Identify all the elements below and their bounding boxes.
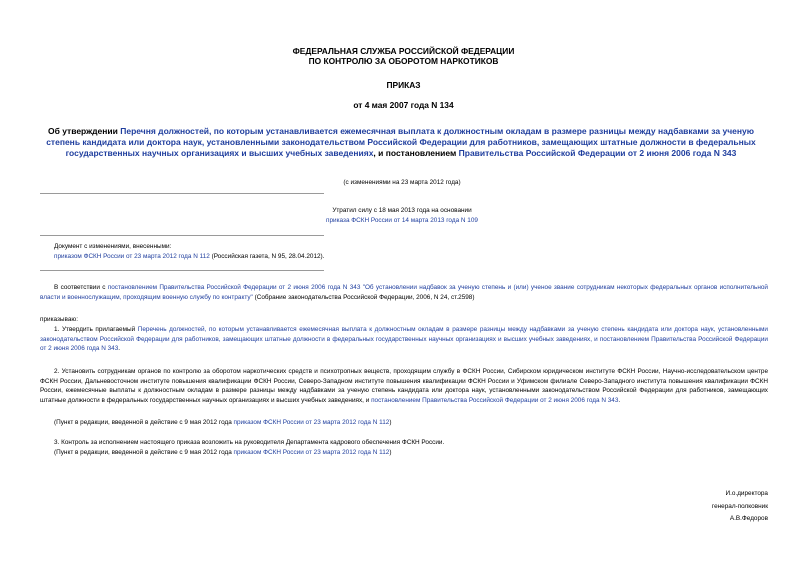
doc-type: ПРИКАЗ (386, 80, 421, 90)
amendments-note: (с изменениями на 23 марта 2012 года) (343, 179, 461, 186)
item-3-note-text: (Пункт в редакции, введенной в действие с 9 мая 2012 года (54, 449, 234, 456)
item-1-paragraph (40, 325, 768, 354)
item-3-note-link[interactable]: приказом ФСКН России от 23 марта 2012 года N 112 (233, 449, 390, 456)
item-2-note-text: (Пункт в редакции, введенной в действие с 9 мая 2012 года (54, 419, 234, 426)
title-middle: , и постановлением (373, 148, 459, 159)
document-header (0, 46, 807, 66)
repeal-text: Утратил силу с 18 мая 2013 года на основании (332, 207, 472, 214)
item-2-text2: . (618, 396, 621, 404)
preamble-text2: (Собрание законодательства Российской Федерации, 2006, N 24, ст.2598) (252, 293, 475, 301)
item-2-link[interactable]: постановлением Правительства Российской Федерации от 2 июня 2006 года N 343 (371, 396, 619, 404)
item-1-text1: 1. Утвердить прилагаемый (54, 326, 138, 333)
org-name-line2: ПО КОНТРОЛЮ ЗА ОБОРОТОМ НАРКОТИКОВ (308, 56, 499, 66)
item-3-note-end: ) (389, 449, 392, 456)
repeal-link[interactable]: приказа ФСКН России от 14 марта 2013 года N 109 (326, 217, 478, 224)
item-1-link[interactable]: Перечень должностей, по которым устанавливается ежемесячная выплата к должностным окладам в размере разницы между надбавками за ученую степень кандидата или доктора наук, установленными законодательством Российской Федерации для работников, замещающих штатные должности в федеральных государственных научных организациях и высших учебных заведениях, и постановлением Правительства Российской Федерации от 2 июня 2006 года N 343 (40, 326, 768, 353)
item-2-note (54, 418, 768, 428)
item-2-note-link[interactable]: приказом ФСКН России от 23 марта 2012 года N 112 (233, 419, 390, 426)
signature-block (568, 488, 768, 526)
item-2-note-end: ) (389, 419, 392, 426)
order-word: приказываю: (40, 316, 78, 323)
separator-1 (40, 193, 324, 194)
signature-position: И.о.директора (725, 490, 768, 497)
item-2-text1: 2. Установить сотрудникам органов по контролю за оборотом наркотических средств и психотропных веществ, проходящим службу в ФСКН России, Сибирском юридическом институте ФСКН России, Научно-исследовательском центре ФСКН России, Дальневосточном институте повышения квалификации ФСКН России, Северо-Западном институте повышения квалификации ФСКН России и Уфимском филиале Северо-Западного института повышения квалификации ФСКН России, ежемесячные выплаты к должностным окладам в размере разницы между надбавками за ученую степень кандидата или доктора наук, установленными законодательством Российской Федерации для работников, замещающих штатные должности в федеральных государственных научных организациях и высших учебных заведениях, и (40, 368, 768, 404)
preamble-text1: В соответствии с (54, 284, 108, 291)
repeal-block (242, 206, 562, 226)
item-2-paragraph (40, 367, 768, 405)
separator-3 (40, 270, 324, 271)
signature-rank: генерал-полковник (711, 502, 768, 510)
item-1-text2: . (118, 345, 121, 353)
org-name-line1: ФЕДЕРАЛЬНАЯ СЛУЖБА РОССИЙСКОЙ ФЕДЕРАЦИИ (292, 46, 515, 56)
preamble-paragraph (40, 283, 768, 302)
changes-line (54, 252, 534, 262)
title-link-resolution[interactable]: Правительства Российской Федерации от 2 июня 2006 года N 343 (458, 148, 737, 159)
document-title (40, 126, 762, 160)
item-3-note (54, 448, 768, 458)
changes-block (54, 242, 534, 262)
doc-date-number: от 4 мая 2007 года N 134 (353, 100, 454, 110)
item-3-paragraph: 3. Контроль за исполнением настоящего приказа возложить на руководителя Департамента кадрового обеспечения ФСКН России. (54, 439, 445, 446)
changes-source: (Российская газета, N 95, 28.04.2012). (209, 253, 325, 260)
changes-label: Документ с изменениями, внесенными: (54, 243, 172, 250)
title-prefix: Об утверждении (48, 126, 121, 136)
signature-name: А.В.Федоров (729, 515, 768, 523)
preamble-link[interactable]: постановлением Правительства Российской Федерации от 2 июня 2006 года N 343 "Об установлении надбавок за ученую степень и (или) ученое звание сотрудникам некоторых федеральных органов исполнительной власти и военнослужащим, проходящим военную службу по контракту" (40, 284, 768, 301)
separator-2 (40, 235, 324, 236)
changes-link[interactable]: приказом ФСКН России от 23 марта 2012 года N 112 (54, 253, 210, 260)
title-link-list[interactable]: Перечня должностей, по которым устанавливается ежемесячная выплата к должностным окладам в размере разницы между надбавками за ученую степень кандидата или доктора наук, установленными законодательством Российской Федерации для работников, замещающих штатные должности в федеральных государственных научных организациях и высших учебных заведениях (46, 126, 756, 159)
